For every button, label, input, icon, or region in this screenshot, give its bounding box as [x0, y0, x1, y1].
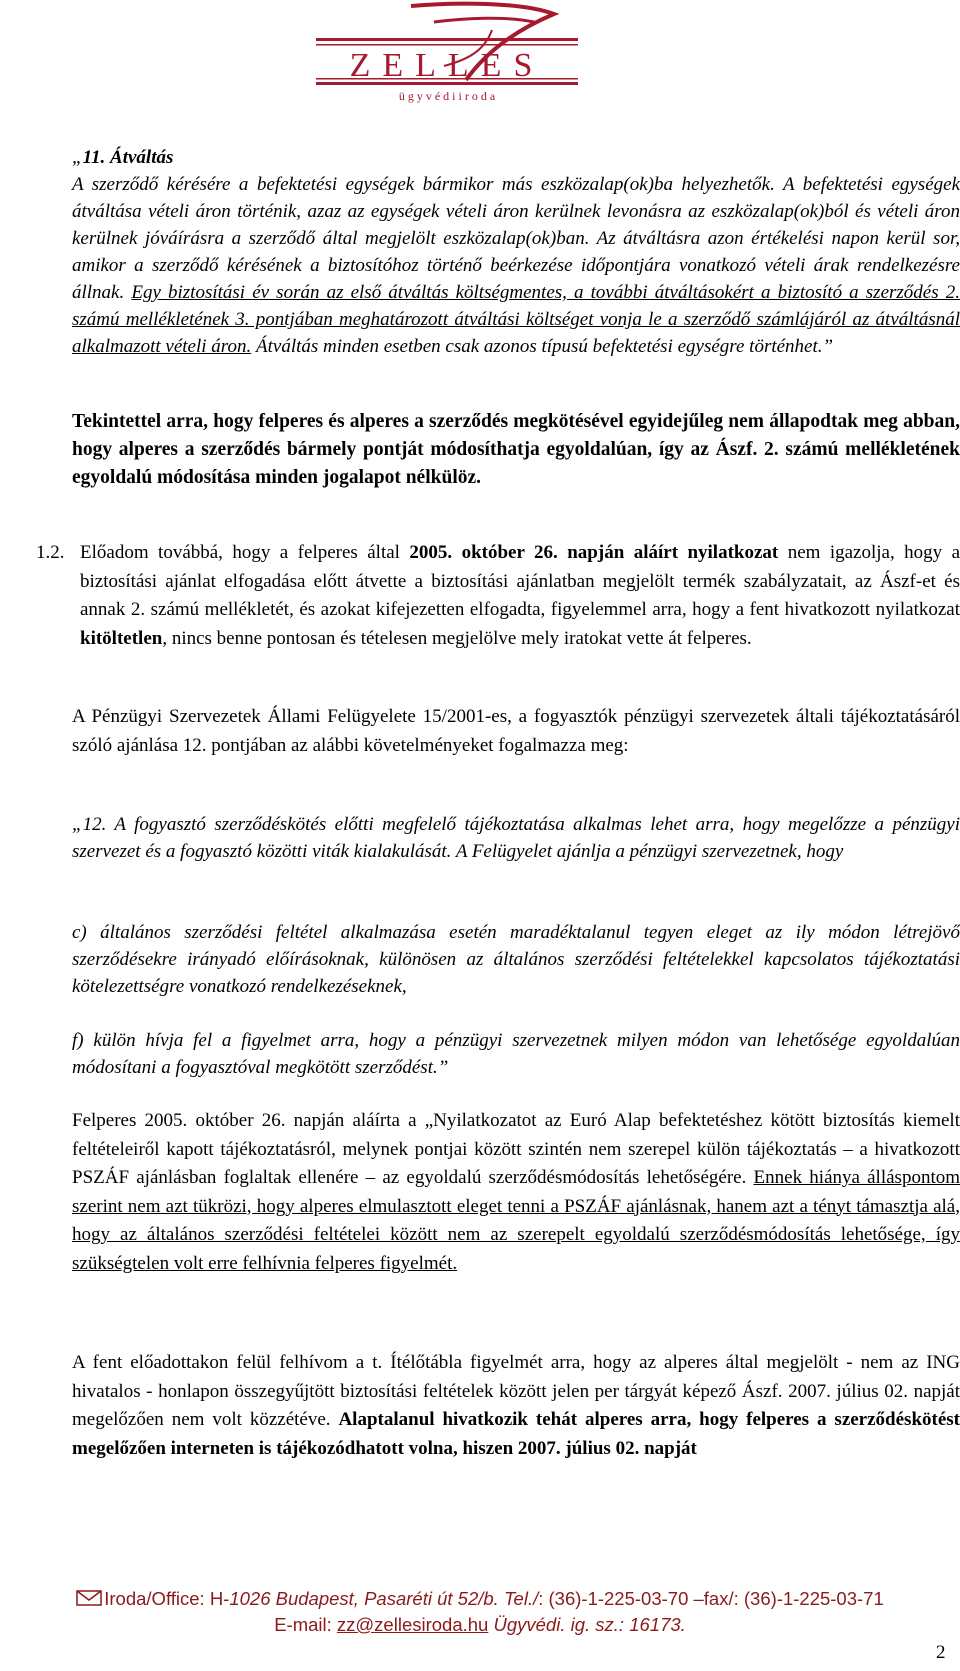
footer-address-c: : (36)-1-225-03-70 –fax/: (36)-1-225-03-71: [538, 1588, 884, 1609]
logo-subtitle: ü g y v é d i i r o d a: [398, 89, 496, 103]
felperes-text: Felperes 2005. október 26. napján aláírta a „Nyilatkozatot az Euró Alap befektetéshez kötött biztosítás kiemelt feltételeiről kapott tájékoztatásról, melynek pontjai között szintén nem szerepel külön tájékoztatás – a hivatkozott PSZÁF ajánlásban foglaltak ellenére – az egyoldalú szerződésmódosítás lehetőségére.: [72, 1110, 960, 1188]
footer-email-link[interactable]: zz@zellesiroda.hu: [336, 1614, 489, 1635]
section-11-underlined: Egy biztosítási év során az első átváltás költségmentes, a további átváltásokért a biztosító a szerződés 2. számú mellékletének 3. pontjában meghatározott átváltási költséget vonja le a szerződő számlájáról az átváltásnál alkalmazott vételi áron.: [72, 282, 960, 357]
section-11-paragraph: [72, 171, 960, 360]
item-text-a: Előadom továbbá, hogy a felperes által: [80, 542, 410, 563]
footer-email-label: E-mail:: [274, 1614, 337, 1635]
last-text: A fent előadottakon felül felhívom a t. Ítélőtábla figyelmét arra, hogy az alperes által megjelölt - nem az ING hivatalos - honlapon összegyűjtött biztosítási feltételek között jelen per tárgyát képező Ászf. 2007. július 02. napját megelőzően nem volt közzétéve.: [72, 1352, 960, 1430]
footer-contact: [0, 1612, 960, 1638]
section-11-end: Átváltás minden esetben csak azonos típusú befektetési egységre történhet.”: [251, 336, 834, 357]
footer-address-a: Iroda/Office: H-: [104, 1588, 230, 1609]
item-text-c: nem igazolja, hogy a biztosítási ajánlat elfogadása előtt átvette a biztosítási ajánlatban megjelölt termék szabályzatait, az Ászf-et és annak 2. számú mellékletét, és azokat kifejezetten elfogadta, figyelemmel arra, hogy a fent hivatkozott nyilatkozat: [80, 542, 960, 620]
bold-paragraph: Tekintettel arra, hogy felperes és alperes a szerződés megkötésével egyidejűleg nem állapodtak meg abban, hogy alperes a szerződés bármely pontját módosíthatja egyoldalúan, így az Ászf. 2. számú mellékletének egyoldalú módosítása minden jogalapot nélkülöz.: [72, 411, 960, 488]
pszaf-paragraph: A Pénzügyi Szervezetek Állami Felügyelete 15/2001-es, a fogyasztók pénzügyi szervezetek általi tájékoztatásáról szóló ajánlása 12. pontjában az alábbi követelményeket fogalmazza meg:: [72, 706, 960, 756]
heading-quote-mark: „: [72, 147, 83, 168]
item-text-b: [558, 542, 567, 563]
zelles-logo: [316, 0, 616, 125]
footer-address-b: 1026 Budapest, Pasaréti út 52/b. Tel./: [229, 1588, 539, 1609]
item-bold-blank: kitöltetlen: [80, 627, 163, 649]
quote-point-c: c) általános szerződési feltétel alkalmazása esetén maradéktalanul tegyen eleget az ily módon létrejövő szerződésekre irányadó előírásoknak, különösen az általános szerződési feltételekkel kapcsolatos tájékoztatási kötelezettségre vonatkozó rendelkezéseknek,: [72, 922, 960, 997]
section-11-text: A szerződő kérésére a befektetési egységek bármikor más eszközalap(ok)ba helyezhetők. A befektetési egységek átváltása vételi áron történik, azaz az egységek vételi áron kerülnek levonásra az eszközalap(ok)ból és vételi áron kerülnek jóváírásra a szerződő által megjelölt eszközalap(ok)ban. Az átváltásra azon értékelési napon kerül sor, amikor a szerződő kérésének a biztosítóhoz történő beérkezése időpontjára vonatkozó vételi árak rendelkezésre állnak.: [72, 174, 960, 303]
item-1-2: [36, 539, 960, 653]
felperes-paragraph: [72, 1107, 960, 1278]
quote-point-f: f) külön hívja fel a figyelmet arra, hogy a pénzügyi szervezetnek milyen módon van lehetősége egyoldalúan módosítani a fogyasztóval megkötött szerződést.”: [72, 1030, 960, 1078]
item-bold-statement: napján aláírt nyilatkozat: [567, 542, 779, 563]
heading-text: 11. Átváltás: [82, 147, 174, 168]
felperes-underlined: Ennek hiánya álláspontom szerint nem azt tükrözi, hogy alperes elmulasztott eleget tenni a PSZÁF ajánlásnak, hanem azt a tényt támasztja alá, hogy az általános szerződési feltételei között nem az szerepelt egyoldalú szerződésmódosítás lehetősége, így szükségtelen volt erre felhívnia felperes figyelmét.: [72, 1167, 960, 1274]
footer-registration: Ügyvédi. ig. sz.: 16173.: [488, 1614, 686, 1635]
envelope-icon: [76, 1589, 102, 1607]
footer: [0, 1586, 960, 1638]
item-text-d: , nincs benne pontosan és tételesen megjelölve mely iratokat vette át felperes.: [162, 627, 752, 649]
logo-name: ZELLES: [349, 47, 545, 84]
page-number: 2: [936, 1642, 946, 1663]
logo-mark: [316, 0, 616, 125]
item-number: 1.2.: [36, 542, 65, 563]
footer-address: [0, 1586, 960, 1612]
item-bold-date: 2005. október 26.: [409, 542, 558, 563]
quote-12: „12. A fogyasztó szerződéskötés előtti megfelelő tájékoztatása alkalmas lehet arra, hogy megelőzze a pénzügyi szervezet és a fogyasztó közötti viták kialakulását. A Felügyelet ajánlja a pénzügyi szervezetnek, hogy: [72, 814, 960, 862]
last-bold: Alaptalanul hivatkozik tehát alperes arra, hogy felperes a szerződéskötést megelőzően interneten is tájékozódhatott volna, hiszen 2007. július 02. napját: [72, 1409, 960, 1459]
section-11-heading: [72, 144, 960, 171]
last-paragraph: [72, 1349, 960, 1463]
item-1-2-text: [80, 539, 960, 653]
